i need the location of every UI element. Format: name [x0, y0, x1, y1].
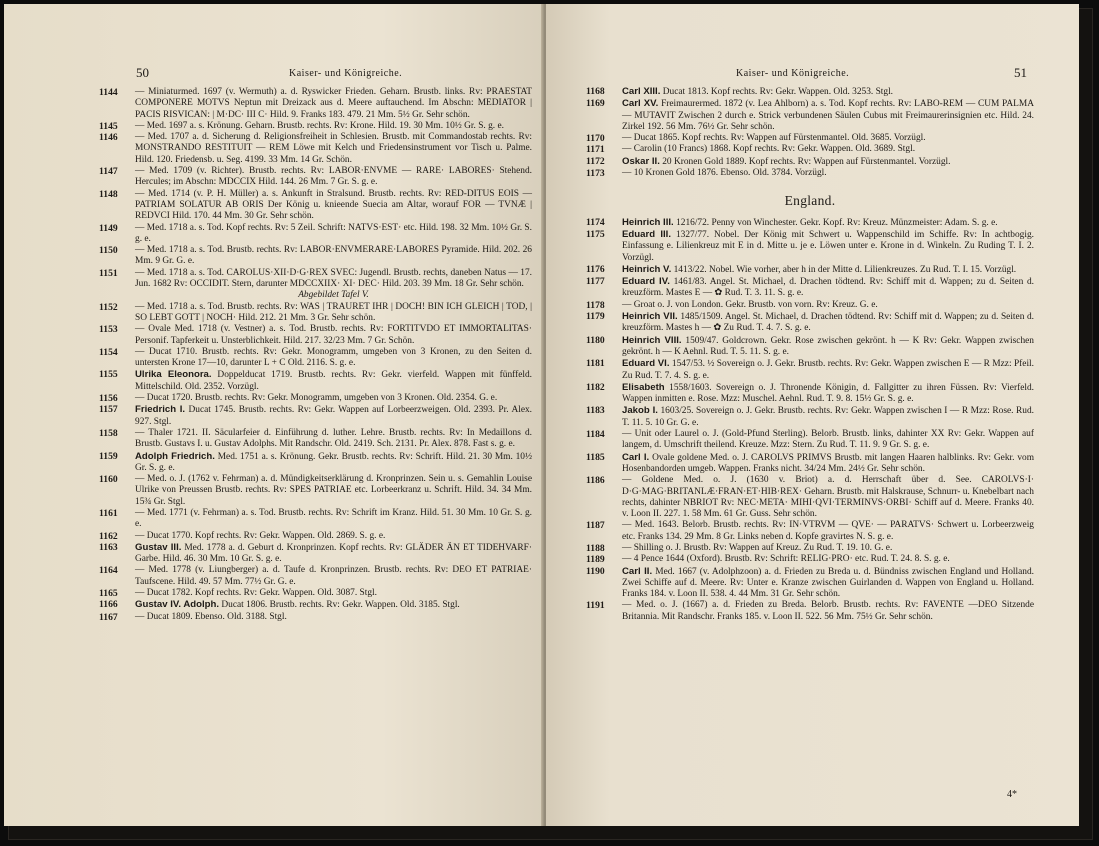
entry-text: — Med. 1707 a. d. Sicherung d. Religionsfreiheit in Schlesien. Brustb. mit Commandostab rechts. Rv: MONSTRANDO RESTITUIT — REM Löwe mit Kelch und Friedensinstrument vor Tisch u. Palme. Hild. 120. Friedensb. u. Seg. 4199. 33 Mm. 14 Gr. Schön. — [135, 132, 532, 165]
right-page — [546, 4, 1079, 826]
catalog-entry — [99, 290, 532, 301]
entry-number: 1169 — [586, 98, 605, 110]
catalog-entry — [586, 452, 1034, 476]
entry-text: — Carolin (10 Francs) 1868. Kopf rechts. Rv: Gekr. Wappen. Old. 3689. Stgl. — [622, 144, 916, 155]
entry-text: — Thaler 1721. II. Säcularfeier d. Einführung d. luther. Lehre. Brustb. rechts. Rv: In Medaillons d. Brustb. Gustavs I. u. Gustav Adolphs. Mit Randschr. Old. 2419. Sch. 2131. Pr. Alex. 878. Fast s. g. e. — [135, 427, 532, 450]
entry-description — [622, 156, 1034, 168]
entry-text: 1509/47. Goldcrown. Gekr. Rose zwischen gekrönt. h — K Rv: Gekr. Wappen zwischen gekrönt. h — K Aehnl. Rud. T. 5. 11. S. g. e. — [622, 335, 1034, 357]
entry-number: 1150 — [99, 245, 118, 257]
catalog-entry — [99, 223, 532, 246]
entry-description — [135, 324, 532, 347]
entry-description — [622, 543, 1034, 554]
entry-description — [135, 588, 532, 599]
catalog-entry — [586, 300, 1034, 311]
catalog-entry — [586, 98, 1034, 133]
entry-description — [622, 264, 1034, 276]
entry-description — [135, 393, 532, 404]
catalog-entry — [586, 133, 1034, 144]
entry-description — [135, 565, 532, 588]
catalog-entry — [586, 156, 1034, 168]
ruler-name: Elisabeth — [622, 381, 665, 393]
entry-number: 1185 — [586, 451, 605, 463]
entry-text: — Ducat 1865. Kopf rechts. Rv: Wappen auf Fürstenmantel. Old. 3685. Vorzügl. — [622, 133, 926, 144]
entry-text: — Med. 1714 (v. P. H. Müller) a. s. Ankunft in Stralsund. Brustb. rechts. Rv: RED-DITUS EOIS — PATRIAM SOLATUR AB ORIS Der König u. knieende Suecia am Altar, worauf FOR — TVNÆ | REDVCI Hild. 170. 44 Mm. 30 Gr. Sehr schön. — [135, 188, 532, 222]
entry-description — [622, 217, 1034, 229]
entry-number: 1152 — [99, 301, 118, 313]
catalog-entry — [586, 429, 1034, 452]
entry-text: 1485/1509. Angel. St. Michael, d. Drachen tödtend. Rv: Schiff mit d. Wappen; zu d. Seiten d. kreuzförm. Mastes h — ✿ Zu Rud. T. 4. 7. S. g. e. — [622, 312, 1035, 334]
entry-number: 1170 — [586, 133, 605, 145]
catalog-entry — [99, 166, 532, 189]
entry-description — [622, 452, 1034, 476]
entry-description — [622, 358, 1034, 382]
entry-description — [622, 133, 1034, 144]
entry-number: 1161 — [99, 507, 118, 519]
entry-number: 1183 — [586, 405, 605, 417]
entry-description — [135, 132, 532, 166]
left-page-number: 50 — [136, 65, 149, 80]
ruler-name: Eduard III. — [622, 228, 671, 240]
entry-description — [135, 612, 532, 623]
entry-number: 1168 — [586, 86, 605, 97]
entry-text: — Med. 1697 a. s. Krönung. Geharn. Brustb. rechts. Rv: Krone. Hild. 19. 30 Mm. 10½ Gr. S. g. e. — [135, 120, 504, 131]
entry-description — [622, 554, 1034, 565]
catalog-entry — [99, 508, 532, 531]
catalog-entry — [99, 393, 532, 404]
entry-number: 1179 — [586, 311, 605, 323]
catalog-entry — [586, 229, 1034, 264]
right-entries-bottom-list — [586, 217, 1034, 623]
catalog-entry — [99, 87, 532, 121]
catalog-entry — [99, 565, 532, 588]
entry-text: Med. 1667 (v. Adolphzoon) a. d. Frieden zu Breda u. d. Bündniss zwischen England und Holland. Zwei Schiffe auf d. Meere. Rv: Unter e. Kranze zwischen Guirlanden d. Wappen von England u. Holland. Franks 184. v. Loon II. 538. 4. 44 Mm. 31 Gr. Sehr schön. — [622, 566, 1034, 600]
entry-text: 1603/25. Sovereign o. J. Gekr. Brustb. rechts. Rv: Gekr. Wappen zwischen I — R Mzz: Rose. Rud. T. 11. 5. 10 Gr. G. e. — [622, 406, 1034, 428]
entry-text: — Med. 1643. Belorb. Brustb. rechts. Rv: IN·VTRVM — QVE· — PARATVS· Schwert u. Lorbeerzweig etc. Franks 134. 29 Mm. 8 Gr. Links neben d. Kopfe gravirtes N. S. g. e. — [622, 520, 1034, 542]
entry-text: — Ducat 1770. Kopf rechts. Rv: Gekr. Wappen. Old. 2869. S. g. e. — [135, 530, 386, 541]
entry-description — [135, 347, 532, 370]
entry-description — [622, 311, 1034, 335]
catalog-entry — [586, 382, 1034, 406]
entry-number: 1144 — [99, 87, 118, 98]
catalog-entry — [99, 132, 532, 166]
entry-description — [622, 520, 1034, 543]
entry-text: 1413/22. Nobel. Wie vorher, aber h in der Mitte d. Lilienkreuzes. Zu Rud. T. I. 15. Vorzügl. — [673, 264, 1017, 275]
entry-number: 1159 — [99, 450, 118, 462]
entry-text: — Med. o. J. (1762 v. Fehrman) a. d. Mündigkeitserklärung d. Kronprinzen. Sein u. s. Gemahlin Louise Ulrike von Preussen Brustb. rechts. Rv: SPES PATRIAE etc. Lorbeerkranz u. Schrift. Hild. 34. 34 Mm. 15¾ Gr. Stgl. — [135, 474, 532, 507]
entry-description — [622, 86, 1034, 98]
entry-text: Ducat 1806. Brustb. rechts. Rv: Gekr. Wappen. Old. 3185. Stgl. — [221, 600, 460, 611]
entry-number: 1178 — [586, 299, 605, 311]
entry-number: 1157 — [99, 404, 118, 416]
entry-description — [135, 302, 532, 325]
entry-number: 1149 — [99, 222, 118, 234]
ruler-name: Adolph Friedrich. — [135, 450, 215, 462]
entry-text: 1461/83. Angel. St. Michael, d. Drachen tödtend. Rv: Schiff mit d. Wappen; zu d. Seiten d. kreuzförm. Mastes E — ✿ Rud. T. 3. 11. S. g. e. — [622, 277, 1034, 299]
entry-description — [622, 229, 1034, 264]
entry-text: — Unit oder Laurel o. J. (Gold-Pfund Sterling). Belorb. Brustb. links, dahinter XX Rv: Gekr. Wappen auf langem, d. Umschrift theilend. Kreuze. Mzz: Stern. Zu Rud. T. 11. 9. 9 Gr. S. g. e. — [622, 429, 1034, 451]
entry-text: — Ovale Med. 1718 (v. Vestner) a. s. Tod. Brustb. rechts. Rv: FORTITVDO ET IMMORTALITAS· Personif. Tapferkeit u. Unsterblichkeit. Hild. 217. 32/23 Mm. 7 Gr. Schön. — [135, 324, 532, 346]
catalog-entry — [99, 369, 532, 393]
entry-text: — Med. o. J. (1667) a. d. Frieden zu Breda. Belorb. Brustb. rechts. Rv: FAVENTE —DEO Sitzende Britannia. Mit Randschr. Franks 185. v. Loon II. 522. 56 Mm. 75½ Gr. Sehr schön. — [622, 600, 1034, 622]
left-entries-list — [99, 87, 532, 623]
catalog-entry — [99, 302, 532, 325]
catalog-entry — [586, 358, 1034, 382]
entry-text: — Med. 1718 a. s. Tod. Brustb. rechts. Rv: LABOR·ENVMERARE·LABORES Pyramide. Hild. 202. 26 Mm. 9 Gr. G. e. — [135, 245, 532, 267]
catalog-entry — [99, 324, 532, 347]
entry-text: 1216/72. Penny von Winchester. Gekr. Kopf. Rv: Kreuz. Münzmeister: Adam. S. g. e. — [676, 217, 998, 228]
entry-description — [135, 599, 532, 611]
entry-number: 1162 — [99, 530, 118, 542]
catalog-entry — [586, 217, 1034, 229]
entry-text: — Ducat 1720. Brustb. rechts. Rv: Gekr. Monogramm, umgeben von 3 Kronen. Old. 2354. G. e. — [135, 393, 498, 404]
entry-text: 1327/77. Nobel. Der König mit Schwert u. Wappenschild im Schiffe. Rv: In achtbogig. Einfassung e. Lilienkreuz mit E in d. Mitte u. je e. Löwen unter e. Krone in d. Winkeln. Zu Ruding T. I. 2. Vorzügl. — [622, 229, 1035, 263]
entry-text: — Med. 1718 a. s. Tod. CAROLUS·XII·D·G·REX SVEC: Jugendl. Brustb. rechts, daneben Natus — 17. Jun. 1682 Rv: OCCIDIT. Stern, darunter MDCCXIIX· XI· DEC· Hild. 203. 39 Mm. 18 Gr. Sehr schön. — [135, 267, 532, 290]
entry-description — [135, 369, 532, 393]
entry-description — [622, 276, 1034, 300]
entry-description — [622, 335, 1034, 359]
ruler-name: Jakob I. — [622, 405, 658, 417]
entry-number: 1166 — [99, 599, 118, 611]
entry-text: Freimaurermed. 1872 (v. Lea Ahlborn) a. s. Tod. Kopf rechts. Rv: LABO-REM — CUM PALMA — MUTAVIT Zwischen 2 durch e. Strick verbundenen Säulen Cubus mit Freimaurerinsignien etc. Hild. 24. Zirkel 192. 56 Mm. 76½ Gr. Sehr schön. — [622, 99, 1035, 132]
catalog-entry — [99, 612, 532, 623]
entry-number: 1182 — [586, 381, 605, 393]
entry-text: — 10 Kronen Gold 1876. Ebenso. Old. 3784. Vorzügl. — [622, 168, 827, 179]
entry-description — [135, 223, 532, 246]
entry-description — [135, 451, 532, 475]
right-entries-top-list — [586, 86, 1034, 179]
entry-number: 1175 — [586, 228, 605, 240]
entry-description — [135, 428, 532, 451]
right-page-number: 51 — [1014, 65, 1027, 80]
ruler-name: Carl XIII. — [622, 86, 661, 97]
entry-description — [135, 189, 532, 223]
entry-description — [622, 405, 1034, 429]
catalog-entry — [99, 451, 532, 475]
entry-number: 1160 — [99, 474, 118, 486]
entry-description — [135, 531, 532, 542]
catalog-entry — [99, 599, 532, 611]
entry-description — [135, 404, 532, 428]
entry-text: Med. 1751 a. s. Krönung. Gekr. Brustb. rechts. Rv: Schrift. Hild. 21. 30 Mm. 10½ Gr. S. g. e. — [135, 451, 533, 473]
entry-number: 1187 — [586, 520, 605, 532]
catalog-entry — [586, 543, 1034, 554]
entry-text: — Med. 1709 (v. Richter). Brustb. rechts. Rv: LABOR·ENVME — RARE· LABORES· Stehend. Hercules; im Abschn: MDCCIX Hild. 144. 26 Mm. 7 Gr. S. g. e. — [135, 166, 532, 188]
entry-description — [135, 474, 532, 508]
entry-number: 1189 — [586, 554, 605, 566]
entry-description — [135, 166, 532, 189]
catalog-entry — [99, 474, 532, 508]
catalog-entry — [99, 121, 532, 132]
entry-text: Ducat 1745. Brustb. rechts. Rv: Gekr. Wappen auf Lorbeerzweigen. Old. 2393. Pr. Alex. 927. Stgl. — [135, 405, 533, 427]
entry-number: 1148 — [99, 188, 118, 200]
catalog-entry — [99, 404, 532, 428]
catalog-entry — [586, 168, 1034, 179]
entry-text: — Ducat 1809. Ebenso. Old. 3188. Stgl. — [135, 611, 287, 622]
entry-number: 1180 — [586, 334, 605, 346]
ruler-name: Gustav IV. Adolph. — [135, 599, 220, 611]
entry-number: 1173 — [586, 168, 605, 180]
entry-description — [622, 168, 1034, 179]
catalog-entry — [586, 276, 1034, 300]
entry-number: 1184 — [586, 429, 605, 441]
entry-description — [135, 245, 532, 268]
catalog-entry — [586, 311, 1034, 335]
entry-description — [622, 98, 1034, 133]
catalog-entry — [586, 475, 1034, 520]
entry-description — [622, 144, 1034, 155]
right-running-head: Kaiser- und Königreiche. — [736, 68, 850, 79]
catalog-entry — [99, 428, 532, 451]
entry-number: 1167 — [99, 611, 118, 623]
catalog-entry — [586, 520, 1034, 543]
entry-text: — Med. 1718 a. s. Tod. Kopf rechts. Rv: 5 Zeil. Schrift: NATVS·EST· etc. Hild. 198. 32 Mm. 10½ Gr. S. g. e. — [135, 222, 532, 244]
entry-text: Ducat 1813. Kopf rechts. Rv: Gekr. Wappen. Old. 3253. Stgl. — [662, 87, 894, 97]
ruler-name: Ulrika Eleonora. — [135, 369, 212, 381]
entry-text: — Med. 1718 a. s. Tod. Brustb. rechts. Rv: WAS | TRAURET IHR | DOCH! BIN ICH GLEICH | TOD, | SO LEBT GOTT | NOCH· Hild. 212. 21 Mm. 3 Gr. Sehr schön. — [135, 301, 532, 323]
entry-text: 1558/1603. Sovereign o. J. Thronende Königin, d. Fallgitter zu ihren Füssen. Rv: Vierfeld. Wappen inmitten e. Rose. Mzz: Muschel. Aehnl. Rud. T. 9. 8. 15½ Gr. S. g. e. — [622, 382, 1034, 405]
entry-description — [135, 542, 532, 566]
entry-text: — Miniaturmed. 1697 (v. Wermuth) a. d. Ryswicker Frieden. Geharn. Brustb. links. Rv: PRAESTAT COMPONERE MOTVS Neptun mit Dreizack aus d. Meere auftauchend. Im Abschn: MEDIATOR | PACIS RISVICAN: | M·DC· III C· Hild. 9. Franks 183. 479. 21 Mm. 5½ Gr. Sehr schön. — [135, 87, 532, 120]
section-title-england: England. — [784, 193, 836, 209]
entry-number: 1176 — [586, 263, 605, 275]
entry-description — [622, 600, 1034, 623]
left-page — [4, 4, 544, 826]
ruler-name: Carl I. — [622, 451, 650, 463]
entry-number: 1191 — [586, 600, 605, 612]
entry-text: 20 Kronen Gold 1889. Kopf rechts. Rv: Wappen auf Fürstenmantel. Vorzügl. — [662, 156, 951, 167]
ruler-name: Heinrich VIII. — [622, 334, 682, 346]
ruler-name: Gustav III. — [135, 541, 182, 553]
entry-description — [135, 508, 532, 531]
entry-text: — Shilling o. J. Brustb. Rv: Wappen auf Kreuz. Zu Rud. T. 19. 10. G. e. — [622, 542, 893, 553]
entry-text: Med. 1778 a. d. Geburt d. Kronprinzen. Kopf rechts. Rv: GLÄDER ÄN ET TIDEHVARF· Garbe. Hild. 46. 30 Mm. 10 Gr. S. g. e. — [135, 542, 533, 565]
entry-number: 1172 — [586, 155, 605, 167]
entry-text: — Groat o. J. von London. Gekr. Brustb. von vorn. Rv: Kreuz. G. e. — [622, 299, 878, 310]
entry-description — [135, 121, 532, 132]
entry-number: 1158 — [99, 427, 118, 439]
entry-text: Ovale goldene Med. o. J. CAROLVS PRIMVS Brustb. mit langen Haaren halblinks. Rv: Gekr. vom Hosenbandorden umgeb. Wappen. Franks nicht. 34/24 Mm. 24½ Gr. Sehr schön. — [622, 452, 1034, 474]
ruler-name: Eduard IV. — [622, 276, 670, 288]
ruler-name: Carl XV. — [622, 98, 659, 110]
catalog-entry — [586, 600, 1034, 623]
ruler-name: Heinrich VII. — [622, 311, 678, 323]
entry-description — [622, 382, 1034, 406]
entry-text: 1547/53. ½ Sovereign o. J. Gekr. Brustb. rechts. Rv: Gekr. Wappen zwischen E — R Mzz: Pfeil. Zu Rud. T. 7. 4. S. g. e. — [622, 359, 1034, 381]
ruler-name: Eduard VI. — [622, 358, 670, 370]
entry-number: 1151 — [99, 267, 118, 279]
catalog-entry — [586, 264, 1034, 276]
entry-description — [135, 87, 532, 121]
entry-text: — Ducat 1782. Kopf rechts. Rv: Gekr. Wappen. Old. 3087. Stgl. — [135, 588, 378, 599]
entry-number: 1188 — [586, 542, 605, 554]
ruler-name: Carl II. — [622, 565, 653, 577]
entry-description — [622, 566, 1034, 601]
entry-number: 1153 — [99, 324, 118, 336]
ruler-name: Friedrich I. — [135, 404, 186, 416]
ruler-name: Oskar II. — [622, 155, 660, 167]
entry-number: 1155 — [99, 369, 118, 381]
ruler-name: Heinrich III. — [622, 216, 674, 228]
entry-text: Abgebildet Tafel V. — [298, 290, 369, 301]
signature-mark: 4* — [1007, 789, 1017, 800]
entry-number: 1147 — [99, 166, 118, 178]
entry-text: — Goldene Med. o. J. (1630 v. Briot) a. d. Herrschaft über d. See. CAROLVS·I· D·G·MAG·BRITANLÆ·FRAN·ET·HIB·REX· Geharn. Brustb. mit Halskrause, Schnurr- u. Knebelbart nach rechts, dahinter NBRIOT Rv: NEC·META· MIHI·QVI·TERMINVS·ORBI· Schiff auf d. Meere. Franks 40. v. Loon II. 227. 1. 58 Mm. 61 Gr. Guss. Sehr schön. — [622, 475, 1034, 520]
entry-number: 1171 — [586, 144, 605, 156]
entry-text: — Ducat 1710. Brustb. rechts. Rv: Gekr. Monogramm, umgeben von 3 Kronen, zu den Seiten d. untersten Krone 17—10, darunter L + C Old. 2116. S. g. e. — [135, 346, 532, 369]
entry-number: 1145 — [99, 120, 118, 132]
entry-number: 1174 — [586, 216, 605, 228]
entry-description — [135, 268, 532, 291]
entry-number: 1164 — [99, 565, 118, 577]
entry-number: 1190 — [586, 565, 605, 577]
ruler-name: Heinrich V. — [622, 263, 672, 275]
entry-description — [622, 475, 1034, 520]
catalog-entry — [586, 86, 1034, 98]
catalog-entry — [586, 405, 1034, 429]
entry-text: — Med. 1771 (v. Fehrman) a. s. Tod. Brustb. rechts. Rv: Schrift im Kranz. Hild. 51. 30 Mm. 10 Gr. S. g. e. — [135, 507, 532, 530]
catalog-entry — [99, 268, 532, 291]
entry-number: 1177 — [586, 276, 605, 288]
catalog-entry — [99, 347, 532, 370]
catalog-entry — [586, 335, 1034, 359]
entry-description — [135, 290, 532, 301]
entry-description — [622, 300, 1034, 311]
catalog-entry — [99, 588, 532, 599]
entry-text: Doppelducat 1719. Brustb. rechts. Rv: Gekr. vierfeld. Wappen mit fünffeld. Mittelschild. Old. 2352. Vorzügl. — [135, 370, 533, 392]
catalog-entry — [99, 542, 532, 566]
entry-number: 1146 — [99, 132, 118, 144]
entry-number: 1181 — [586, 358, 605, 370]
entry-number: 1165 — [99, 588, 118, 600]
entry-number: 1186 — [586, 475, 605, 487]
left-running-head: Kaiser- und Königreiche. — [289, 68, 403, 79]
catalog-entry — [586, 554, 1034, 565]
right-entries-container — [586, 86, 1034, 623]
entry-number: 1163 — [99, 541, 118, 553]
entry-number: 1156 — [99, 393, 118, 405]
catalog-entry — [99, 531, 532, 542]
catalog-entry — [586, 144, 1034, 155]
entry-description — [622, 429, 1034, 452]
catalog-entry — [99, 189, 532, 223]
catalog-entry — [586, 566, 1034, 601]
entry-text: — Med. 1778 (v. Liungberger) a. d. Taufe d. Kronprinzen. Brustb. rechts. Rv: DEO ET PATRIAE· Taufscene. Hild. 49. 57 Mm. 77½ Gr. G. e. — [135, 565, 532, 587]
entry-number: 1154 — [99, 346, 118, 358]
catalog-entry — [99, 245, 532, 268]
entry-text: — 4 Pence 1644 (Oxford). Brustb. Rv: Schrift: RELIG·PRO· etc. Rud. T. 24. 8. S. g. e. — [622, 554, 950, 565]
